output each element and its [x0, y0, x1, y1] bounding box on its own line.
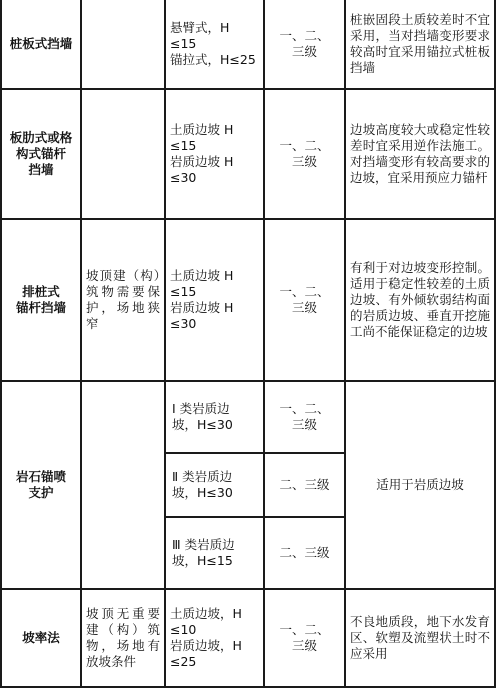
retaining-type-text: 岩石锚喷 支护	[15, 469, 66, 500]
slope-height-text: Ⅱ 类岩质边 坡，H≤30	[172, 469, 233, 500]
safety-grade-cell	[265, 382, 344, 452]
safety-grade-text: 一、二、 三级	[279, 284, 330, 315]
notes-cell	[350, 590, 490, 686]
retaining-type-text: 坡率法	[22, 630, 60, 645]
safety-grade-cell	[265, 0, 344, 88]
conditions-text: 坡顶无重要建（构）筑物，场地有放坡条件	[86, 606, 160, 669]
safety-grade-text: 一、二、 三级	[279, 28, 330, 59]
conditions-text: 坡顶建（构）筑物需要保护，场地狭窄	[86, 268, 160, 331]
conditions-cell	[86, 220, 160, 380]
safety-grade-cell	[265, 90, 344, 218]
safety-grade-text: 二、三级	[279, 545, 330, 560]
notes-text: 不良地质段，地下水发育区、软塑及流塑状土时不应采用	[350, 614, 490, 661]
conditions-cell	[86, 590, 160, 686]
notes-cell	[350, 220, 490, 380]
notes-cell	[350, 90, 490, 218]
slope-height-text: Ⅲ 类岩质边 坡，H≤15	[172, 537, 235, 568]
notes-cell	[346, 382, 494, 588]
retaining-type-text: 排桩式 锚杆挡墙	[15, 284, 66, 315]
slope-height-text: 悬臂式，H ≤15 锚拉式，H≤25	[170, 20, 256, 67]
slope-height-cell	[172, 518, 262, 588]
slope-height-cell	[172, 382, 262, 452]
safety-grade-cell	[265, 220, 344, 380]
notes-cell	[350, 0, 490, 88]
slope-height-cell	[170, 0, 262, 88]
slope-height-text: 土质边坡，H ≤10 岩质边坡，H ≤25	[170, 606, 242, 669]
safety-grade-cell	[265, 454, 344, 516]
safety-grade-text: 一、二、 三级	[279, 138, 330, 169]
slope-height-text: 土质边坡 H ≤15 岩质边坡 H ≤30	[170, 122, 234, 185]
column-divider	[164, 0, 166, 688]
slope-height-cell	[170, 590, 262, 686]
safety-grade-text: 二、三级	[279, 477, 330, 492]
retaining-type-text: 板肋式或格 构式锚杆 挡墙	[9, 130, 73, 177]
safety-grade-text: 一、二、 三级	[279, 622, 330, 653]
notes-text: 边坡高度较大或稳定性较差时宜采用逆作法施工。对挡墙变形有较高要求的边坡，宜采用预应力锚杆	[350, 122, 490, 185]
retaining-type-cell	[2, 590, 80, 686]
notes-text: 桩嵌固段土质较差时不宜采用，当对挡墙变形要求较高时宜采用锚拉式桩板挡墙	[350, 12, 490, 75]
safety-grade-cell	[265, 518, 344, 588]
slope-height-cell	[172, 454, 262, 516]
retaining-type-cell	[2, 220, 80, 380]
retaining-type-cell	[2, 382, 80, 588]
slope-height-text: Ⅰ 类岩质边 坡，H≤30	[172, 401, 233, 432]
retaining-type-cell	[2, 90, 80, 218]
notes-text: 有利于对边坡变形控制。适用于稳定性较差的土质边坡、有外倾软弱结构面的岩质边坡、垂直开挖施工尚不能保证稳定的边坡	[350, 260, 490, 339]
retaining-type-text: 桩板式挡墙	[9, 36, 73, 51]
notes-text: 适用于岩质边坡	[376, 477, 464, 492]
retaining-type-cell	[2, 0, 80, 88]
slope-height-cell	[170, 220, 262, 380]
slope-height-text: 土质边坡 H ≤15 岩质边坡 H ≤30	[170, 268, 234, 331]
slope-height-cell	[170, 90, 262, 218]
safety-grade-cell	[265, 590, 344, 686]
column-divider	[80, 0, 82, 688]
safety-grade-text: 一、二、 三级	[279, 401, 330, 432]
